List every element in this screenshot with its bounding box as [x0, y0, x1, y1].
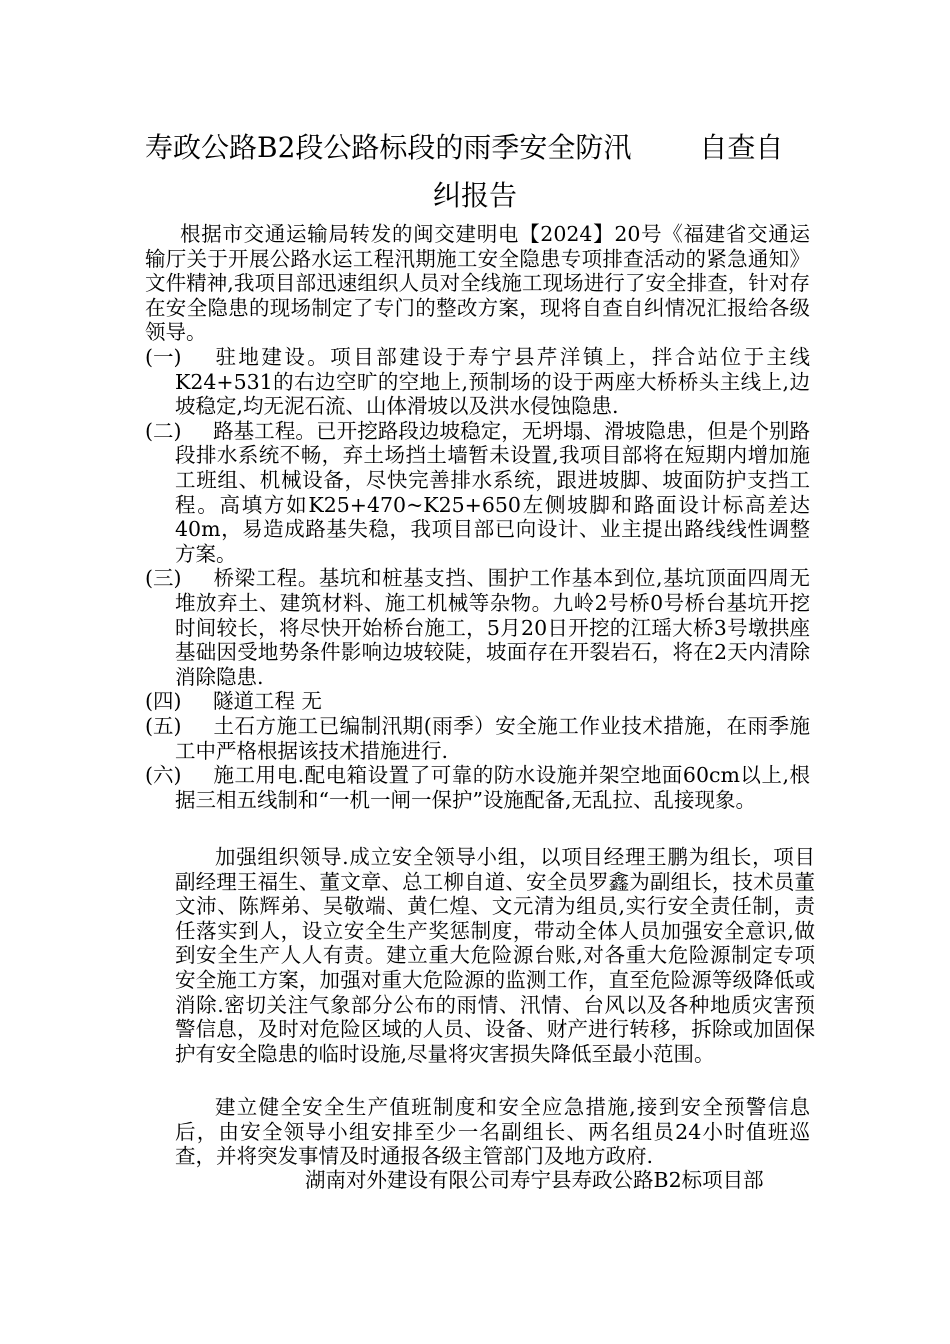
item-number: (一)	[145, 345, 182, 369]
signature-line: 湖南对外建设有限公司寿宁县寿政公路B2标项目部	[305, 1168, 764, 1192]
duty-paragraph: 建立健全安全生产值班制度和安全应急措施,接到安全预警信息后，由安全领导小组安排至少一名副组长、两名组员24小时值班巡查，并将突发事情及时通报各级主管部门及地方政府.	[175, 1095, 810, 1169]
item-text: 隧道工程 无	[213, 689, 323, 714]
list-item	[145, 763, 810, 812]
item-number: (四)	[145, 689, 182, 714]
item-text: 驻地建设。项目部建设于寿宁县芹洋镇上，拌合站位于主线K24+531的右边空旷的空地上,预制场的设于两座大桥桥头主线上,边坡稳定,均无泥石流、山体滑坡以及洪水侵蚀隐患.	[175, 345, 810, 419]
item-text: 路基工程。已开挖路段边坡稳定，无坍塌、滑坡隐患，但是个别路段排水系统不畅，弃土场挡土墙暂未设置,我项目部将在短期内增加施工班组、机械设备，尽快完善排水系统，跟进坡脚、坡面防护支挡工程。高填方如K25+470~K25+650左侧坡脚和路面设计标高差达40m，易造成路基失稳，我项目部已向设计、业主提出路线线性调整方案。	[175, 418, 810, 566]
item-text: 土石方施工已编制汛期(雨季）安全施工作业技术措施，在雨季施工中严格根据该技术措施进行.	[175, 713, 810, 763]
report-title-line-1	[145, 128, 810, 168]
item-text: 桥梁工程。基坑和桩基支挡、围护工作基本到位,基坑顶面四周无堆放弃土、建筑材料、施工机械等杂物。九岭2号桥0号桥台基坑开挖时间较长，将尽快开始桥台施工，5月20日开挖的江瑶大桥3号墩拱座基础因受地势条件影响边坡较陡，坡面存在开裂岩石，将在2天内清除消除隐患.	[175, 566, 810, 689]
item-number: (二)	[145, 418, 182, 443]
list-item	[145, 566, 810, 689]
intro-paragraph: 根据市交通运输局转发的闽交建明电【2024】20号《福建省交通运输厅关于开展公路水运工程汛期施工安全隐患专项排查活动的紧急通知》文件精神,我项目部迅速组织人员对全线施工现场进行了安全排查，针对存在安全隐患的现场制定了专门的整改方案，现将自查自纠情况汇报给各级领导。	[145, 222, 810, 345]
list-item	[145, 419, 810, 567]
report-title-line-2: 纠报告	[432, 179, 517, 212]
organization-paragraph: 加强组织领导.成立安全领导小组，以项目经理王鹏为组长，项目副经理王福生、董文章、总工柳自道、安全员罗鑫为副组长，技术员董文沛、陈辉弟、吴敬端、黄仁煌、文元清为组员,实行安全责任制，责任落实到人，设立安全生产奖惩制度，带动全体人员加强安全意识,做到安全生产人人有责。建立重大危险源台账,对各重大危险源制定专项安全施工方案，加强对重大危险源的监测工作，直至危险源等级降低或消除.密切关注气象部分公布的雨情、汛情、台风以及各种地质灾害预警信息，及时对危险区域的人员、设备、财产进行转移，拆除或加固保护有安全隐患的临时设施,尽量将灾害损失降低至最小范围。	[175, 845, 815, 1066]
list-item	[145, 689, 810, 714]
item-number: (五)	[145, 713, 182, 738]
list-item	[145, 345, 810, 419]
report-title-part-2: 自查自	[699, 131, 784, 164]
report-title-part-1: 寿政公路B2段公路标段的雨季安全防汛	[145, 131, 632, 164]
item-number: (六)	[145, 763, 182, 788]
inspection-items-list	[145, 345, 810, 812]
item-number: (三)	[145, 566, 182, 591]
item-text: 施工用电.配电箱设置了可靠的防水设施并架空地面60cm以上,根据三相五线制和“一机一闸一保护”设施配备,无乱拉、乱接现象。	[175, 763, 810, 812]
list-item	[145, 714, 810, 763]
